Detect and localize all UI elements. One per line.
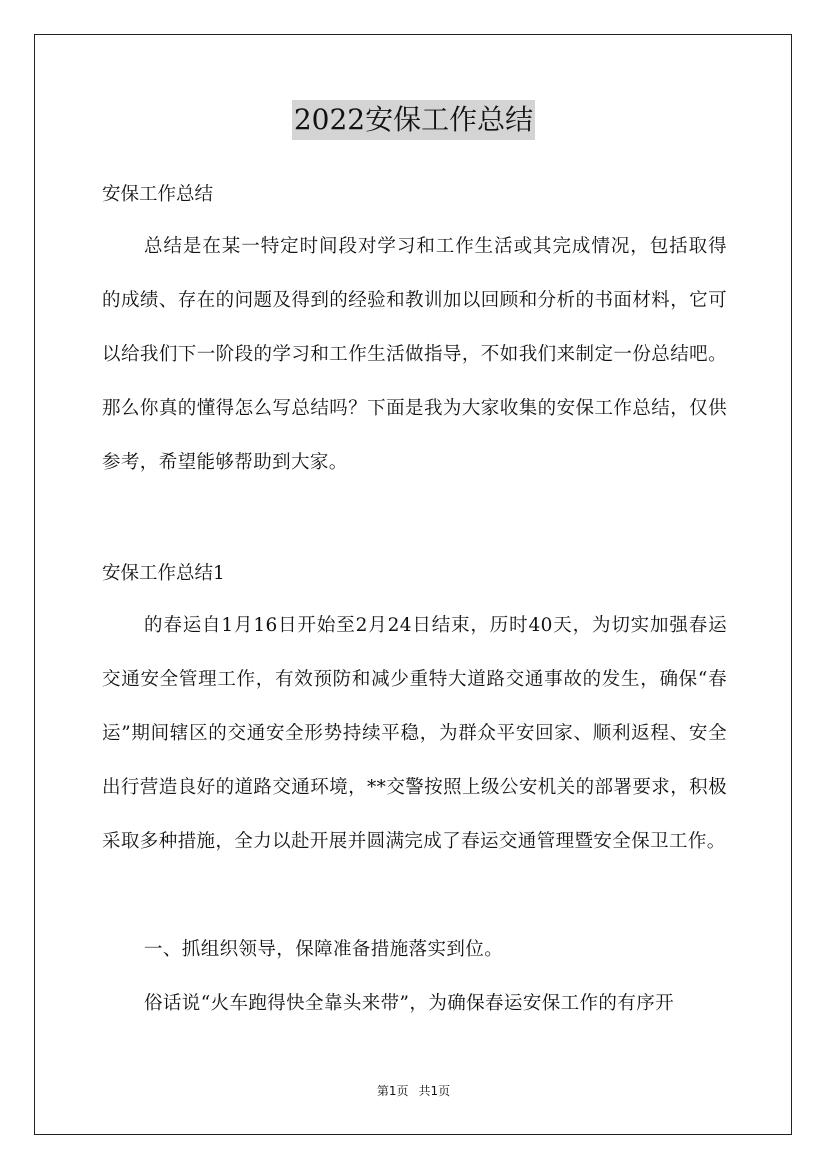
article-paragraph-2: 一、抓组织领导，保障准备措施落实到位。 xyxy=(144,939,504,960)
intro-paragraph: 总结是在某一特定时间段对学习和工作生活或其完成情况，包括取得的成绩、存在的问题及得到的经验和教训加以回顾和分析的书面材料，它可以给我们下一阶段的学习和工作生活做指导，不如我们来制定一份总结吧。那么你真的懂得怎么写总结吗？下面是我为大家收集的安保工作总结，仅供参考，希望能够帮助到大家。 xyxy=(102,236,727,473)
section-heading: 安保工作总结 xyxy=(102,184,214,205)
document-title: 2022安保工作总结 xyxy=(292,100,535,140)
page-number-current: 第1页 xyxy=(376,1084,409,1098)
page-footer xyxy=(0,1082,827,1100)
article-paragraph-1: 的春运自1月16日开始至2月24日结束，历时40天，为切实加强春运交通安全管理工作，有效预防和减少重特大道路交通事故的发生，确保“春运”期间辖区的交通安全形势持续平稳，为群众平安回家、顺利返程、安全出行营造良好的道路交通环境，**交警按照上级公安机关的部署要求，积极采取多种措施，全力以赴开展并圆满完成了春运交通管理暨安全保卫工作。 xyxy=(102,615,727,852)
title-container xyxy=(0,100,827,140)
page-number-total: 共1页 xyxy=(418,1084,451,1098)
article-paragraph-3: 俗话说“火车跑得快全靠头来带”，为确保春运安保工作的有序开 xyxy=(144,993,675,1014)
article-heading: 安保工作总结1 xyxy=(102,563,225,584)
